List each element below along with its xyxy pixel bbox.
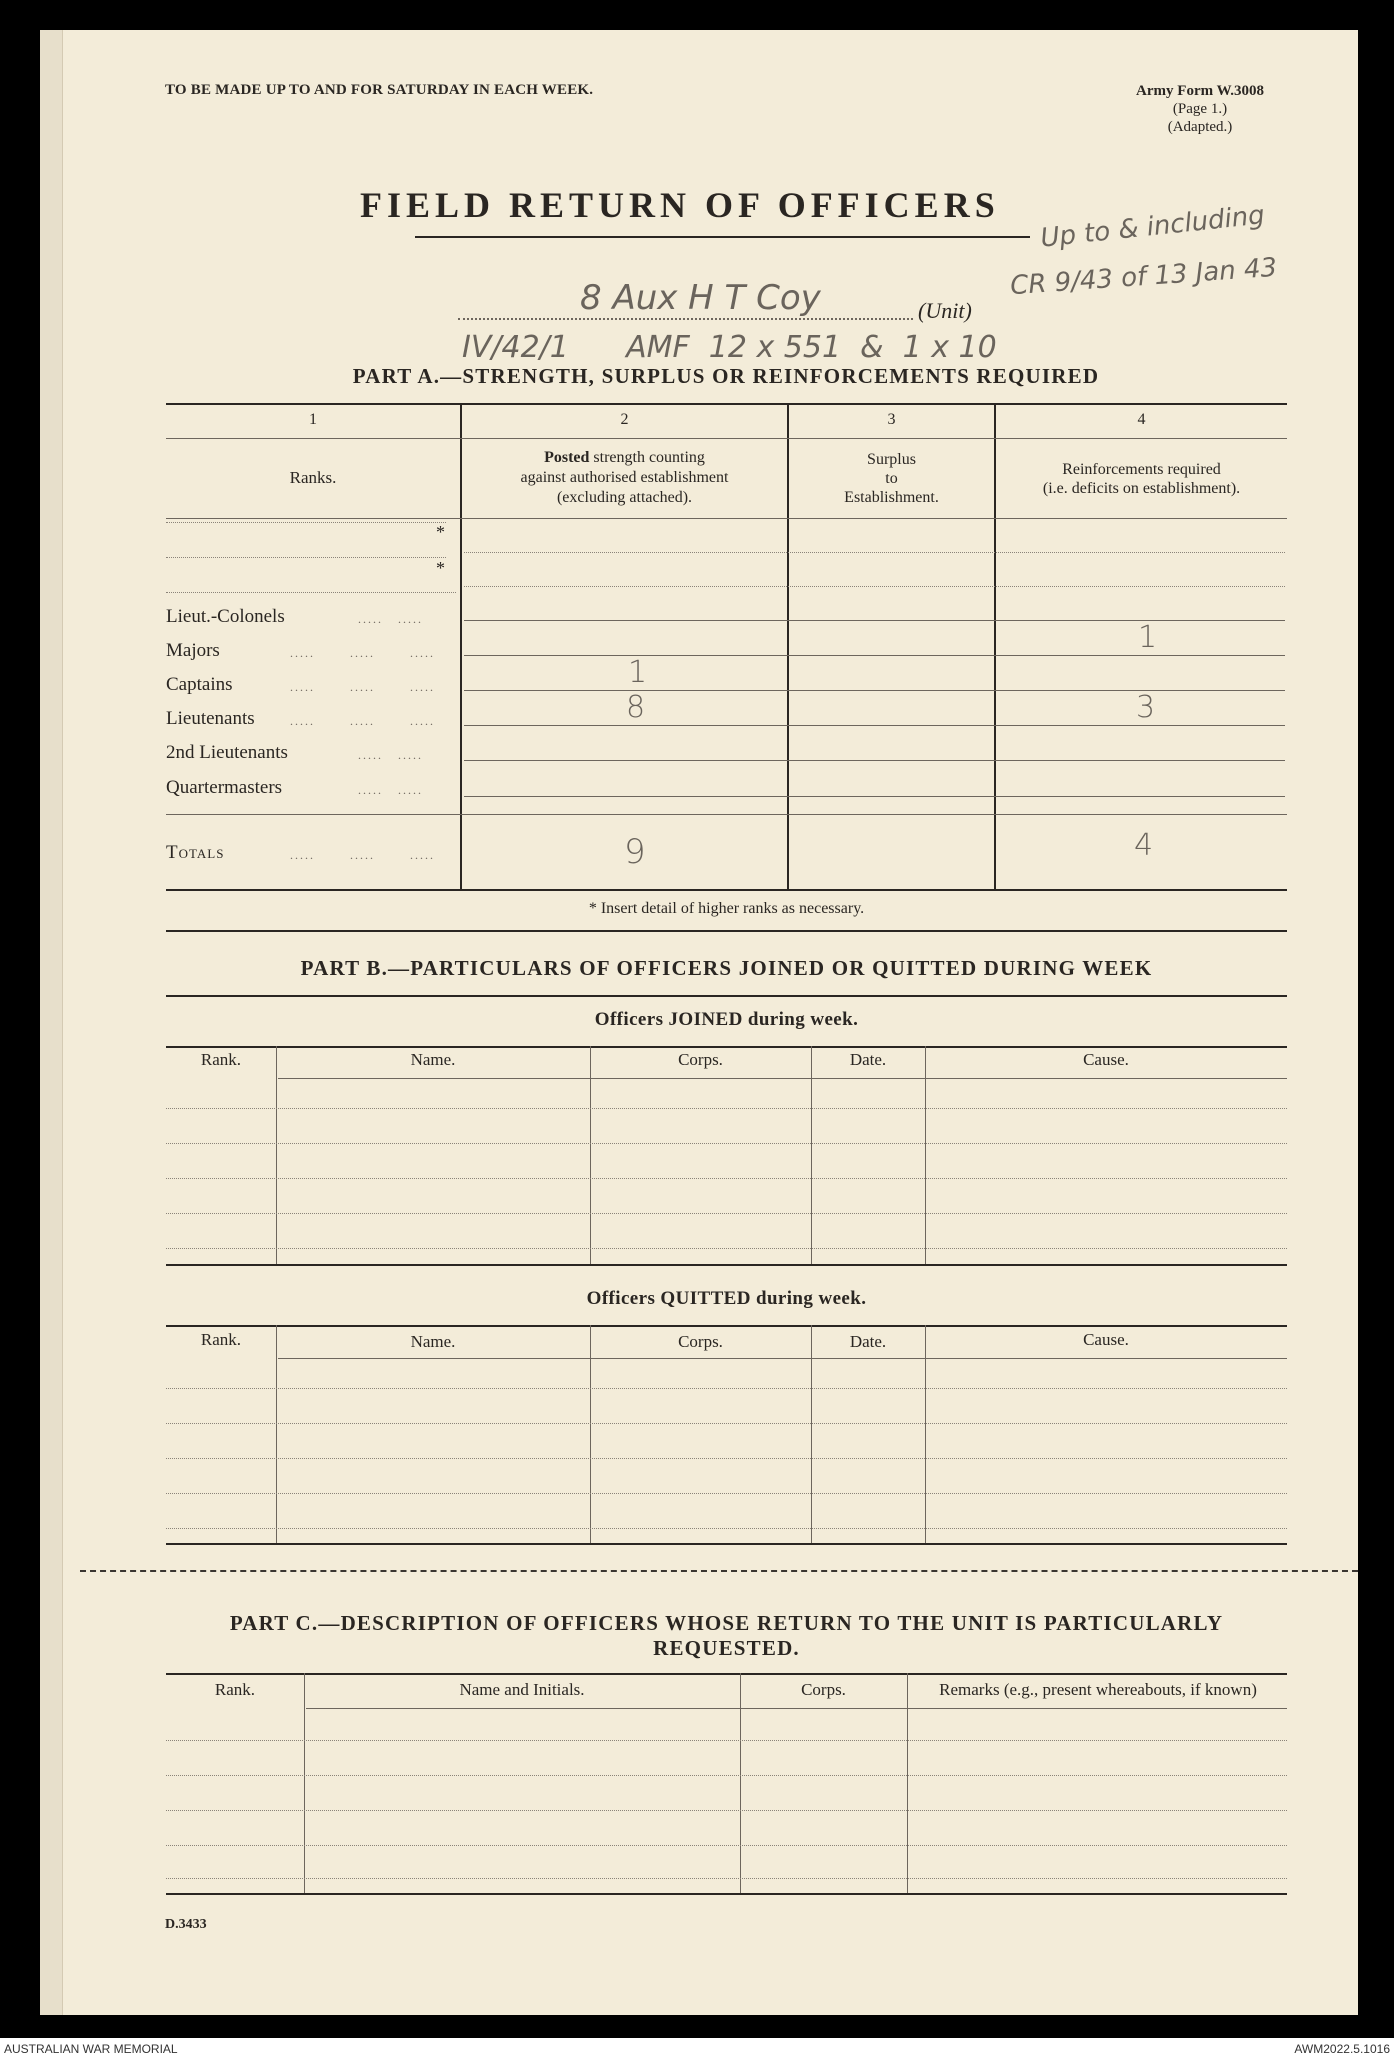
joined-table-bottom — [166, 1264, 1287, 1266]
rank-2nd-lieutenants: 2nd Lieutenants — [166, 742, 288, 763]
unit-label: (Unit) — [918, 298, 972, 323]
star-row-2: * — [436, 558, 445, 578]
leader-dots-1: ..... ..... — [358, 612, 423, 626]
quitted-col-corps: Corps. — [678, 1332, 723, 1351]
unit-fill-line — [458, 318, 913, 320]
part-c-col-remarks: Remarks (e.g., present whereabouts, if known) — [939, 1680, 1257, 1699]
col-number-1: 1 — [309, 411, 317, 428]
rank-captains: Captains — [166, 674, 233, 695]
quitted-col-name: Name. — [410, 1332, 456, 1351]
part-c-row-rule — [166, 1810, 1287, 1811]
part-c-divider-1 — [304, 1673, 305, 1893]
handwritten-unit-name: 8 Aux H T Coy — [580, 278, 821, 318]
joined-col-date: Date. — [849, 1050, 887, 1069]
archive-footer — [0, 2038, 1394, 2061]
part-c-divider-3 — [907, 1673, 908, 1893]
reinf-majors: 1 — [1138, 620, 1158, 655]
totals-leader-dots: ..... ..... ..... — [290, 848, 435, 862]
form-page: (Page 1.) — [1172, 101, 1228, 117]
handwritten-note-1: Up to & including — [1039, 200, 1267, 254]
part-c-header-rule — [306, 1708, 1287, 1709]
data-row-rule — [464, 725, 1285, 726]
part-c-heading-line-1: PART C.—DESCRIPTION OF OFFICERS WHOSE RETURN TO THE UNIT IS PARTICULARLY — [229, 1611, 1224, 1635]
col-number-3: 3 — [887, 411, 896, 428]
col-number-rule — [166, 438, 1287, 439]
totals-top-rule — [166, 814, 1287, 815]
reinf-line-1: Reinforcements required — [1062, 461, 1221, 478]
quitted-row-rule — [166, 1528, 1287, 1529]
posted-total: 9 — [624, 832, 646, 872]
quitted-title: Officers QUITTED during week. — [586, 1288, 867, 1309]
col-number-4: 4 — [1137, 411, 1146, 428]
part-c-heading — [166, 1611, 1287, 1661]
col-ranks-header: Ranks. — [289, 468, 337, 487]
quitted-row-rule — [166, 1493, 1287, 1494]
star-row-2-fill — [166, 557, 446, 558]
leader-dots-3: ..... ..... ..... — [290, 680, 435, 694]
star-row-1-fill — [166, 522, 446, 523]
joined-row-rule — [166, 1248, 1287, 1249]
part-c-divider-2 — [740, 1673, 741, 1893]
paper-edge — [40, 30, 63, 2015]
surplus-line-2: to — [885, 470, 898, 487]
quitted-col-rank: Rank. — [200, 1330, 242, 1349]
joined-header-rule — [278, 1078, 1287, 1079]
rank-majors: Majors — [166, 640, 220, 661]
data-row-rule — [464, 620, 1285, 621]
posted-line-3: (excluding attached). — [556, 489, 693, 506]
col-surplus-header — [789, 450, 994, 507]
handwritten-note-2: CR 9/43 of 13 Jan 43 — [1009, 252, 1278, 302]
joined-table-top — [166, 1046, 1287, 1048]
data-row-rule — [464, 796, 1285, 797]
joined-col-rank: Rank. — [200, 1050, 242, 1069]
quitted-col-cause: Cause. — [1083, 1330, 1129, 1349]
data-row-rule — [464, 690, 1285, 691]
joined-row-rule — [166, 1178, 1287, 1179]
part-a-footnote: * Insert detail of higher ranks as necessary. — [588, 900, 865, 917]
leader-dots-5: ..... ..... — [358, 748, 423, 762]
archive-id: AWM2022.5.1016 — [1294, 2042, 1390, 2056]
joined-col-cause: Cause. — [1083, 1050, 1129, 1069]
part-c-col-corps: Corps. — [801, 1680, 846, 1699]
reinf-lieutenants: 3 — [1136, 690, 1156, 725]
part-c-row-rule — [166, 1775, 1287, 1776]
part-c-col-rank: Rank. — [214, 1680, 256, 1699]
joined-row-rule — [166, 1213, 1287, 1214]
quitted-table-top — [166, 1325, 1287, 1327]
part-a-top-rule — [166, 403, 1287, 405]
rank-lieutenants: Lieutenants — [166, 708, 255, 729]
data-row-rule — [464, 760, 1285, 761]
part-c-heading-line-2: REQUESTED. — [653, 1636, 800, 1660]
part-b-top-rule — [166, 995, 1287, 997]
data-row-rule — [464, 552, 1285, 553]
reinforcement-total: 4 — [1134, 828, 1154, 863]
rank-lieut-colonels: Lieut.-Colonels — [166, 606, 285, 627]
instruction-text: TO BE MADE UP TO AND FOR SATURDAY IN EACH WEEK. — [165, 82, 594, 98]
quitted-row-rule — [166, 1423, 1287, 1424]
quitted-table-bottom — [166, 1543, 1287, 1545]
quitted-col-date: Date. — [849, 1332, 887, 1351]
leader-dots-2: ..... ..... ..... — [290, 646, 435, 660]
quitted-row-rule — [166, 1388, 1287, 1389]
surplus-line-3: Establishment. — [844, 489, 939, 506]
posted-rest: strength counting — [593, 449, 705, 466]
star-row-3-fill — [166, 592, 456, 593]
col-reinforcements-header — [996, 460, 1287, 498]
data-row-rule — [464, 586, 1285, 587]
perforation-line — [80, 1570, 1358, 1572]
joined-divider-1 — [276, 1046, 277, 1264]
joined-row-rule — [166, 1143, 1287, 1144]
quitted-divider-1 — [276, 1325, 277, 1543]
surplus-line-1: Surplus — [867, 451, 916, 468]
col-posted-header — [462, 448, 787, 508]
part-c-table-bottom — [166, 1893, 1287, 1895]
leader-dots-6: ..... ..... — [358, 783, 423, 797]
part-c-row-rule — [166, 1845, 1287, 1846]
reinf-line-2: (i.e. deficits on establishment). — [1042, 480, 1241, 497]
part-c-col-name: Name and Initials. — [459, 1680, 585, 1699]
joined-col-corps: Corps. — [678, 1050, 723, 1069]
part-c-row-rule — [166, 1740, 1287, 1741]
posted-line-2: against authorised establishment — [520, 469, 729, 486]
part-a-bottom-rule — [166, 889, 1287, 891]
posted-lieutenants: 8 — [626, 690, 646, 725]
header-bottom-rule — [166, 518, 1287, 519]
data-row-rule — [464, 655, 1285, 656]
form-title: FIELD RETURN OF OFFICERS — [360, 185, 1000, 225]
star-row-1: * — [436, 522, 445, 542]
part-c-row-rule — [166, 1878, 1287, 1879]
joined-col-name: Name. — [410, 1050, 456, 1069]
handwritten-reference: IV/42/1 AMF 12 x 551 & 1 x 10 — [462, 330, 997, 365]
form-code: D.3433 — [165, 1917, 207, 1932]
posted-bold: Posted — [544, 449, 590, 466]
posted-captains: 1 — [628, 655, 648, 690]
archive-name: AUSTRALIAN WAR MEMORIAL — [4, 2042, 178, 2056]
part-a-end-rule — [166, 930, 1287, 932]
form-adapted: (Adapted.) — [1167, 119, 1233, 135]
form-number-block — [1100, 82, 1300, 136]
form-number: Army Form W.3008 — [1136, 83, 1264, 99]
col-number-2: 2 — [620, 411, 629, 428]
quitted-header-rule — [278, 1358, 1287, 1359]
part-c-table-top — [166, 1673, 1287, 1675]
leader-dots-4: ..... ..... ..... — [290, 714, 435, 728]
totals-label: Totals — [166, 842, 225, 863]
quitted-row-rule — [166, 1458, 1287, 1459]
rank-quartermasters: Quartermasters — [166, 777, 283, 798]
joined-row-rule — [166, 1108, 1287, 1109]
part-a-heading: PART A.—STRENGTH, SURPLUS OR REINFORCEMENTS REQUIRED — [352, 364, 1100, 388]
part-b-heading: PART B.—PARTICULARS OF OFFICERS JOINED OR QUITTED DURING WEEK — [300, 956, 1153, 980]
title-underline — [415, 236, 1030, 238]
joined-title: Officers JOINED during week. — [594, 1009, 859, 1030]
